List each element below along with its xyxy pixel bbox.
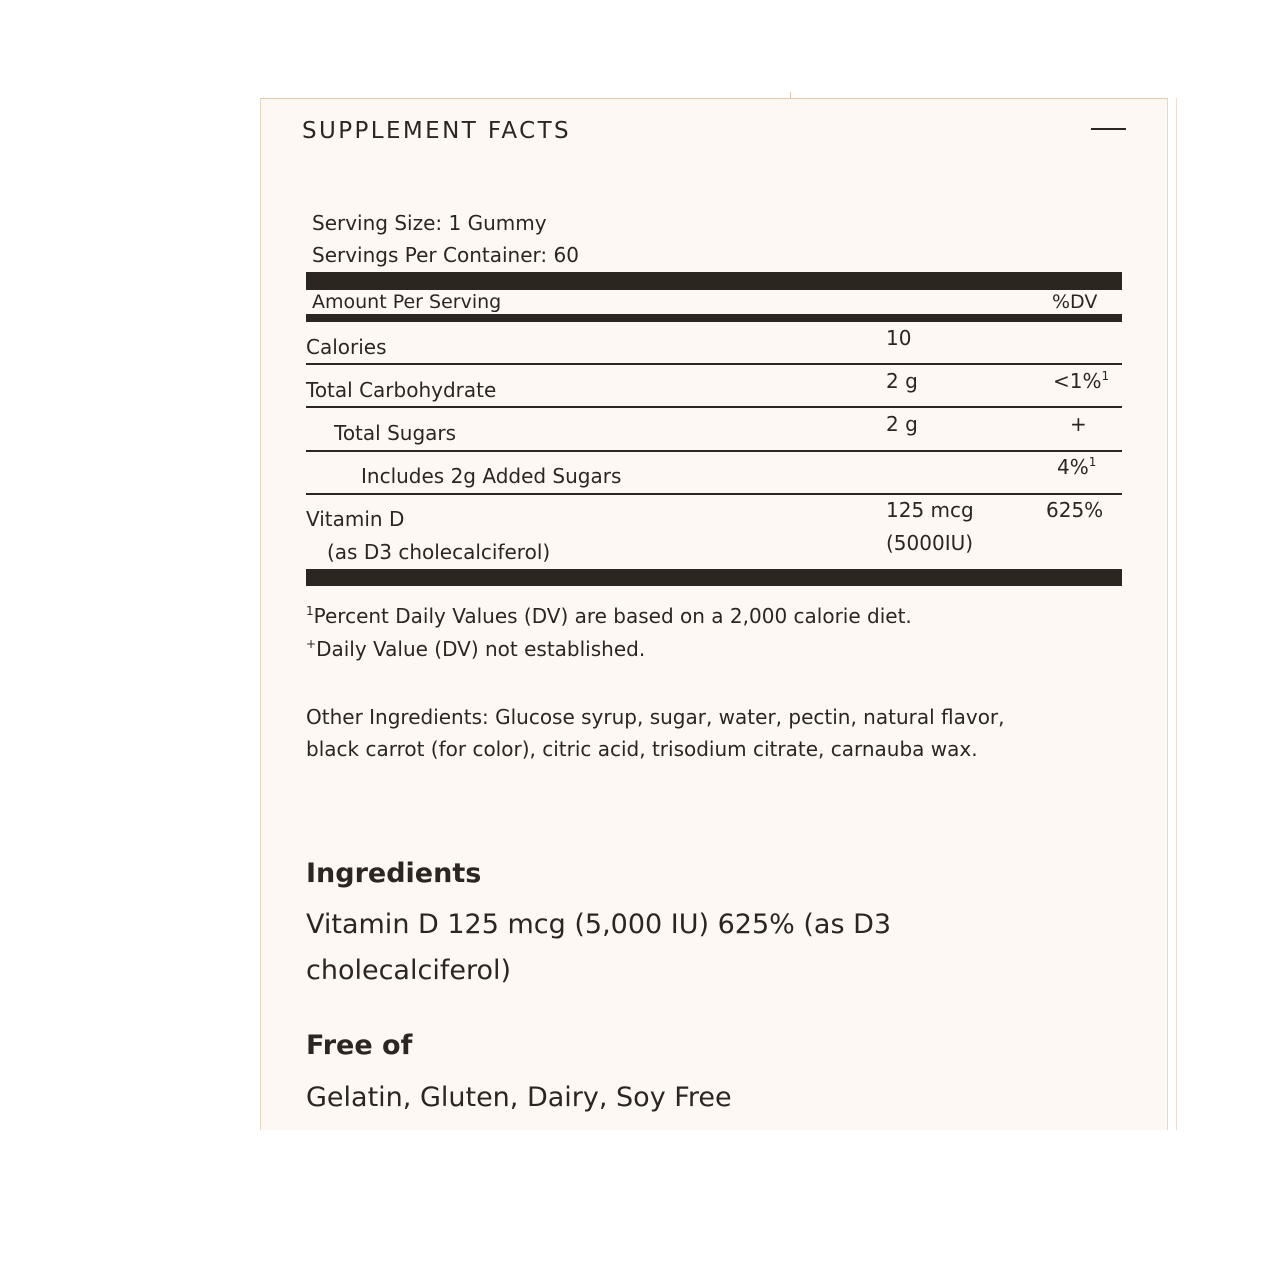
- section-title: SUPPLEMENT FACTS: [302, 118, 572, 144]
- row-amount-total-sugars: 2 g: [886, 412, 918, 436]
- other-ingredients-line-1: Other Ingredients: Glucose syrup, sugar, water, pectin, natural flavor,: [306, 705, 1005, 729]
- row-divider: [306, 406, 1122, 408]
- footnote-dv: [306, 604, 912, 628]
- row-name-vitamin-d: Vitamin D: [306, 507, 405, 531]
- footnote-text: Daily Value (DV) not established.: [316, 637, 646, 661]
- free-of-heading: Free of: [306, 1030, 413, 1061]
- ingredients-heading: Ingredients: [306, 858, 482, 889]
- row-name-calories: Calories: [306, 335, 387, 359]
- ingredients-text: [306, 902, 1126, 994]
- thick-divider-top: [306, 272, 1122, 290]
- row-amount-iu-vitamin-d: (5000IU): [886, 531, 974, 555]
- medium-divider: [306, 314, 1122, 322]
- dv-value: 4%: [1057, 455, 1089, 479]
- dv-footnote-mark: 1: [1088, 455, 1097, 469]
- dv-value: <1%: [1053, 369, 1102, 393]
- row-dv-total-sugars: +: [1070, 412, 1087, 436]
- free-of-text: Gelatin, Gluten, Dairy, Soy Free: [306, 1082, 732, 1113]
- footnote-text: Percent Daily Values (DV) are based on a 2,000 calorie diet.: [313, 604, 912, 628]
- row-name-added-sugars: Includes 2g Added Sugars: [361, 464, 622, 488]
- row-dv-vitamin-d: 625%: [1046, 498, 1104, 522]
- minus-icon: [1091, 128, 1126, 130]
- ingredients-line-1: Vitamin D 125 mcg (5,000 IU) 625% (as D3: [306, 909, 892, 940]
- thick-divider-bottom: [306, 569, 1122, 586]
- collapse-button[interactable]: [1088, 118, 1128, 142]
- row-subname-vitamin-d: (as D3 cholecalciferol): [327, 540, 551, 564]
- amount-per-serving-label: Amount Per Serving: [312, 291, 502, 313]
- dv-footnote-mark: 1: [1101, 369, 1110, 383]
- footnote-mark: 1: [306, 604, 314, 618]
- footnote-not-established: [306, 637, 645, 661]
- servings-per-container: Servings Per Container: 60: [312, 243, 579, 267]
- panel-right-edge: [1176, 98, 1177, 1130]
- other-ingredients-line-2: black carrot (for color), citric acid, trisodium citrate, carnauba wax.: [306, 737, 978, 761]
- row-amount-total-carbohydrate: 2 g: [886, 369, 918, 393]
- row-amount-calories: 10: [886, 326, 912, 350]
- dv-header: %DV: [1052, 291, 1098, 313]
- footnote-mark: +: [306, 637, 317, 651]
- row-divider: [306, 493, 1122, 495]
- row-dv-total-carbohydrate: [1053, 369, 1109, 393]
- row-amount-vitamin-d: 125 mcg: [886, 498, 974, 522]
- row-divider: [306, 450, 1122, 452]
- row-dv-added-sugars: [1057, 455, 1096, 479]
- row-divider: [306, 363, 1122, 365]
- ingredients-line-2: cholecalciferol): [306, 955, 512, 986]
- row-name-total-sugars: Total Sugars: [334, 421, 457, 445]
- serving-size: Serving Size: 1 Gummy: [312, 211, 547, 235]
- row-name-total-carbohydrate: Total Carbohydrate: [306, 378, 497, 402]
